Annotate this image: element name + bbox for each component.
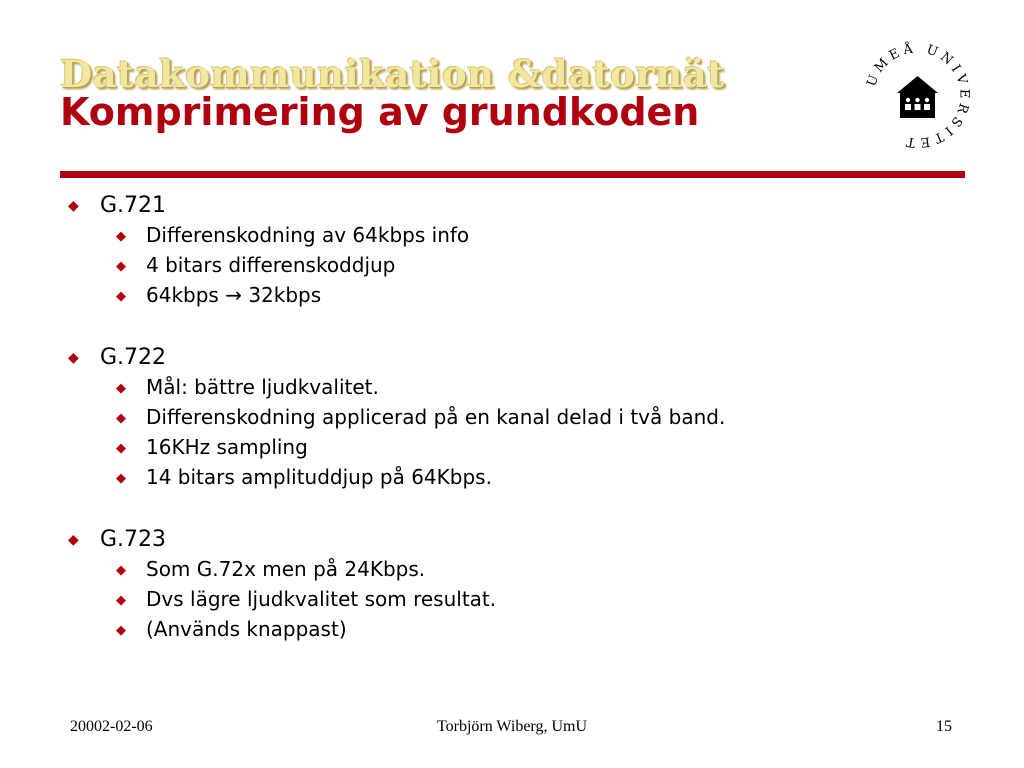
list-item — [116, 283, 968, 313]
list-item — [68, 193, 968, 223]
list-item — [116, 587, 968, 617]
bullet-text: Dvs lägre ljudkvalitet som resultat. — [146, 587, 497, 611]
page-number: 15 — [936, 718, 952, 735]
university-seal-icon — [860, 38, 975, 153]
bullet-text: 16KHz sampling — [146, 435, 308, 459]
diamond-bullet-icon: ◆ — [68, 198, 79, 214]
diamond-bullet-icon: ◆ — [116, 259, 126, 274]
bullet-text: G.721 — [100, 193, 167, 218]
diamond-bullet-icon: ◆ — [116, 563, 126, 578]
title-rule — [60, 171, 965, 178]
university-logo — [860, 38, 975, 153]
bullet-group-g721 — [68, 193, 968, 313]
list-item — [116, 375, 968, 405]
bullet-text: 14 bitars amplituddjup på 64Kbps. — [146, 465, 492, 489]
list-item — [116, 465, 968, 495]
footer-author: Torbjörn Wiberg, UmU — [436, 718, 588, 735]
bullet-text: Differenskodning applicerad på en kanal delad i två band. — [146, 405, 726, 429]
diamond-bullet-icon: ◆ — [116, 623, 126, 638]
diamond-bullet-icon: ◆ — [116, 289, 126, 304]
slide-content — [68, 193, 968, 679]
diamond-bullet-icon: ◆ — [116, 381, 126, 396]
diamond-bullet-icon: ◆ — [116, 441, 126, 456]
logo-ring-text: UMEÅ UNIVERSITET — [864, 41, 972, 150]
list-item — [68, 527, 968, 557]
bullet-text: Mål: bättre ljudkvalitet. — [146, 375, 379, 399]
diamond-bullet-icon: ◆ — [116, 411, 126, 426]
diamond-bullet-icon: ◆ — [116, 229, 126, 244]
bullet-text: Som G.72x men på 24Kbps. — [146, 557, 426, 581]
list-item — [116, 223, 968, 253]
diamond-bullet-icon: ◆ — [116, 471, 126, 486]
list-item — [116, 435, 968, 465]
list-item — [116, 617, 968, 647]
bullet-group-g723 — [68, 527, 968, 647]
diamond-bullet-icon: ◆ — [68, 350, 79, 366]
list-item — [68, 345, 968, 375]
slide-title: Komprimering av grundkoden — [60, 90, 700, 134]
list-item — [116, 557, 968, 587]
footer-date: 20002-02-06 — [70, 718, 153, 735]
list-item — [116, 405, 968, 435]
bullet-text: 4 bitars differenskoddjup — [146, 253, 396, 277]
diamond-bullet-icon: ◆ — [68, 532, 79, 548]
course-title: Datakommunikation &datornät — [60, 52, 725, 96]
bullet-text: G.723 — [100, 527, 167, 552]
bullet-text: G.722 — [100, 345, 167, 370]
bullet-text: Differenskodning av 64kbps info — [146, 223, 470, 247]
bullet-group-g722 — [68, 345, 968, 495]
bullet-text: (Används knappast) — [146, 617, 347, 641]
diamond-bullet-icon: ◆ — [116, 593, 126, 608]
list-item — [116, 253, 968, 283]
bullet-text: 64kbps → 32kbps — [146, 283, 322, 307]
